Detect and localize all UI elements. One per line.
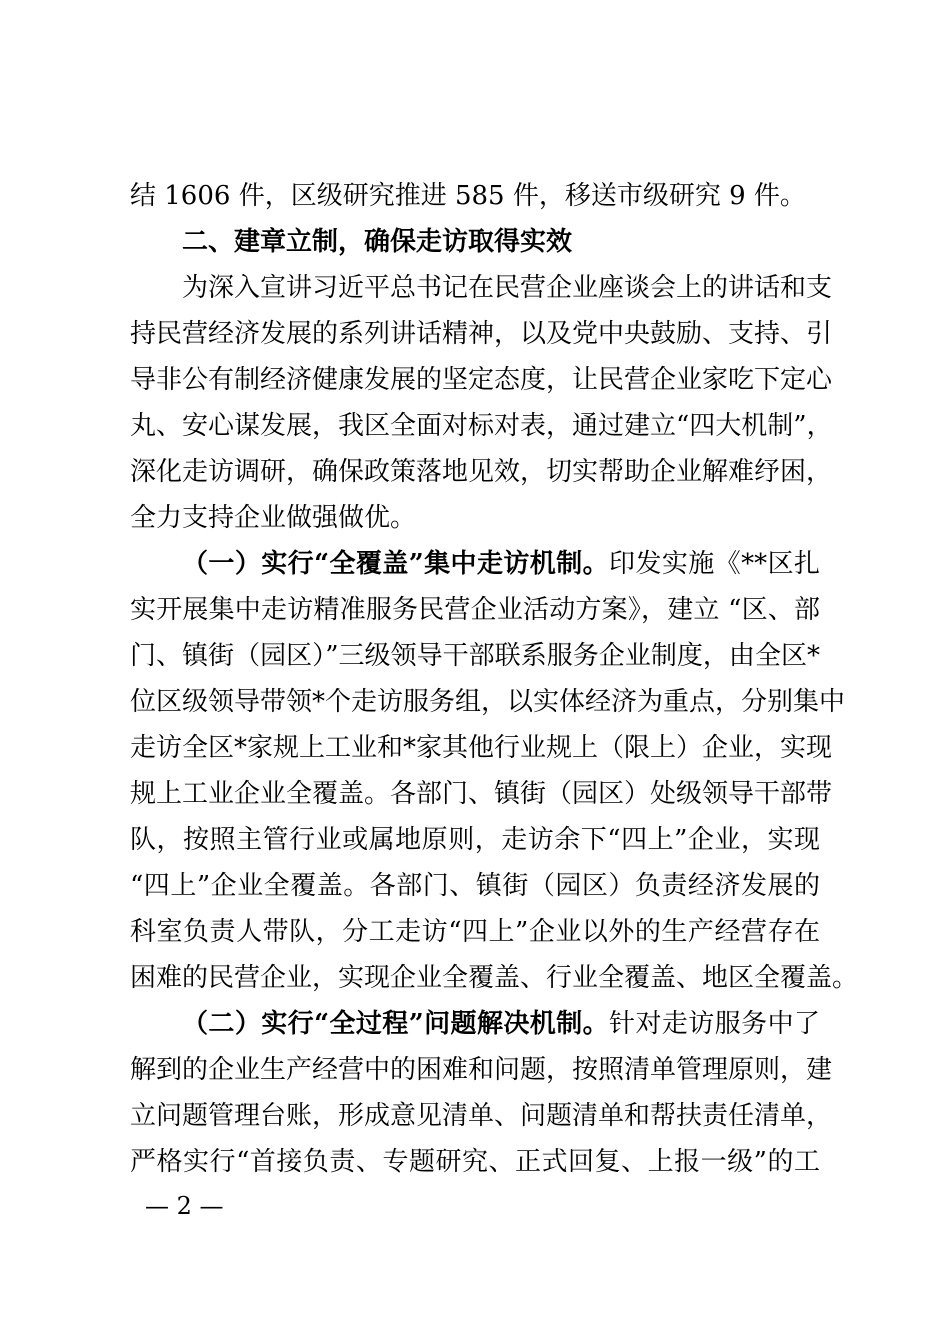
body-text-line: 持民营经济发展的系列讲话精神，以及党中央鼓励、支持、引 bbox=[130, 319, 833, 349]
body-text-line: 立问题管理台账，形成意见清单、问题清单和帮扶责任清单， bbox=[130, 1101, 833, 1131]
body-text-line: 走访全区*家规上工业和*家其他行业规上（限上）企业，实现 bbox=[130, 733, 833, 763]
body-text-line: 门、镇街（园区）”三级领导干部联系服务企业制度，由全区* bbox=[130, 641, 820, 671]
body-text-line: 位区级领导带领*个走访服务组，以实体经济为重点，分别集中 bbox=[130, 687, 846, 717]
subsection-title: （二）实行“全过程”问题解决机制。 bbox=[182, 1009, 610, 1039]
body-text-line: 困难的民营企业，实现企业全覆盖、行业全覆盖、地区全覆盖。 bbox=[130, 963, 859, 993]
body-text-line: 导非公有制经济健康发展的坚定态度，让民营企业家吃下定心 bbox=[130, 365, 833, 395]
subsection-first-line bbox=[182, 1004, 820, 1044]
section-heading: 二、建章立制，确保走访取得实效 bbox=[182, 227, 573, 257]
body-text-line: 队，按照主管行业或属地原则，走访余下“四上”企业，实现 bbox=[130, 825, 820, 855]
body-text-line: 全力支持企业做强做优。 bbox=[130, 503, 417, 533]
body-text-line: 规上工业企业全覆盖。各部门、镇街（园区）处级领导干部带 bbox=[130, 779, 833, 809]
subsection-text: 针对走访服务中了 bbox=[609, 1009, 820, 1039]
body-text-line: 为深入宣讲习近平总书记在民营企业座谈会上的讲话和支 bbox=[182, 273, 833, 303]
body-text-line: 丸、安心谋发展，我区全面对标对表，通过建立“四大机制”， bbox=[130, 411, 833, 441]
page-number: — 2 — bbox=[145, 1192, 224, 1220]
body-text-line: 科室负责人带队，分工走访“四上”企业以外的生产经营存在 bbox=[130, 917, 820, 947]
body-text-line: 结 1606 件，区级研究推进 585 件，移送市级研究 9 件。 bbox=[130, 181, 806, 211]
body-text-line: 实开展集中走访精准服务民营企业活动方案》，建立 “区、部 bbox=[130, 595, 820, 625]
body-text-line: 严格实行“首接负责、专题研究、正式回复、上报一级”的工 bbox=[130, 1147, 820, 1177]
body-text-line: 解到的企业生产经营中的困难和问题，按照清单管理原则，建 bbox=[130, 1055, 833, 1085]
body-text-line: 深化走访调研，确保政策落地见效，切实帮助企业解难纾困， bbox=[130, 457, 833, 487]
subsection-text: 印发实施《**区扎 bbox=[609, 549, 820, 579]
subsection-first-line bbox=[182, 544, 820, 584]
subsection-title: （一）实行“全覆盖”集中走访机制。 bbox=[182, 549, 610, 579]
body-text-line: “四上”企业全覆盖。各部门、镇街（园区）负责经济发展的 bbox=[130, 871, 820, 901]
